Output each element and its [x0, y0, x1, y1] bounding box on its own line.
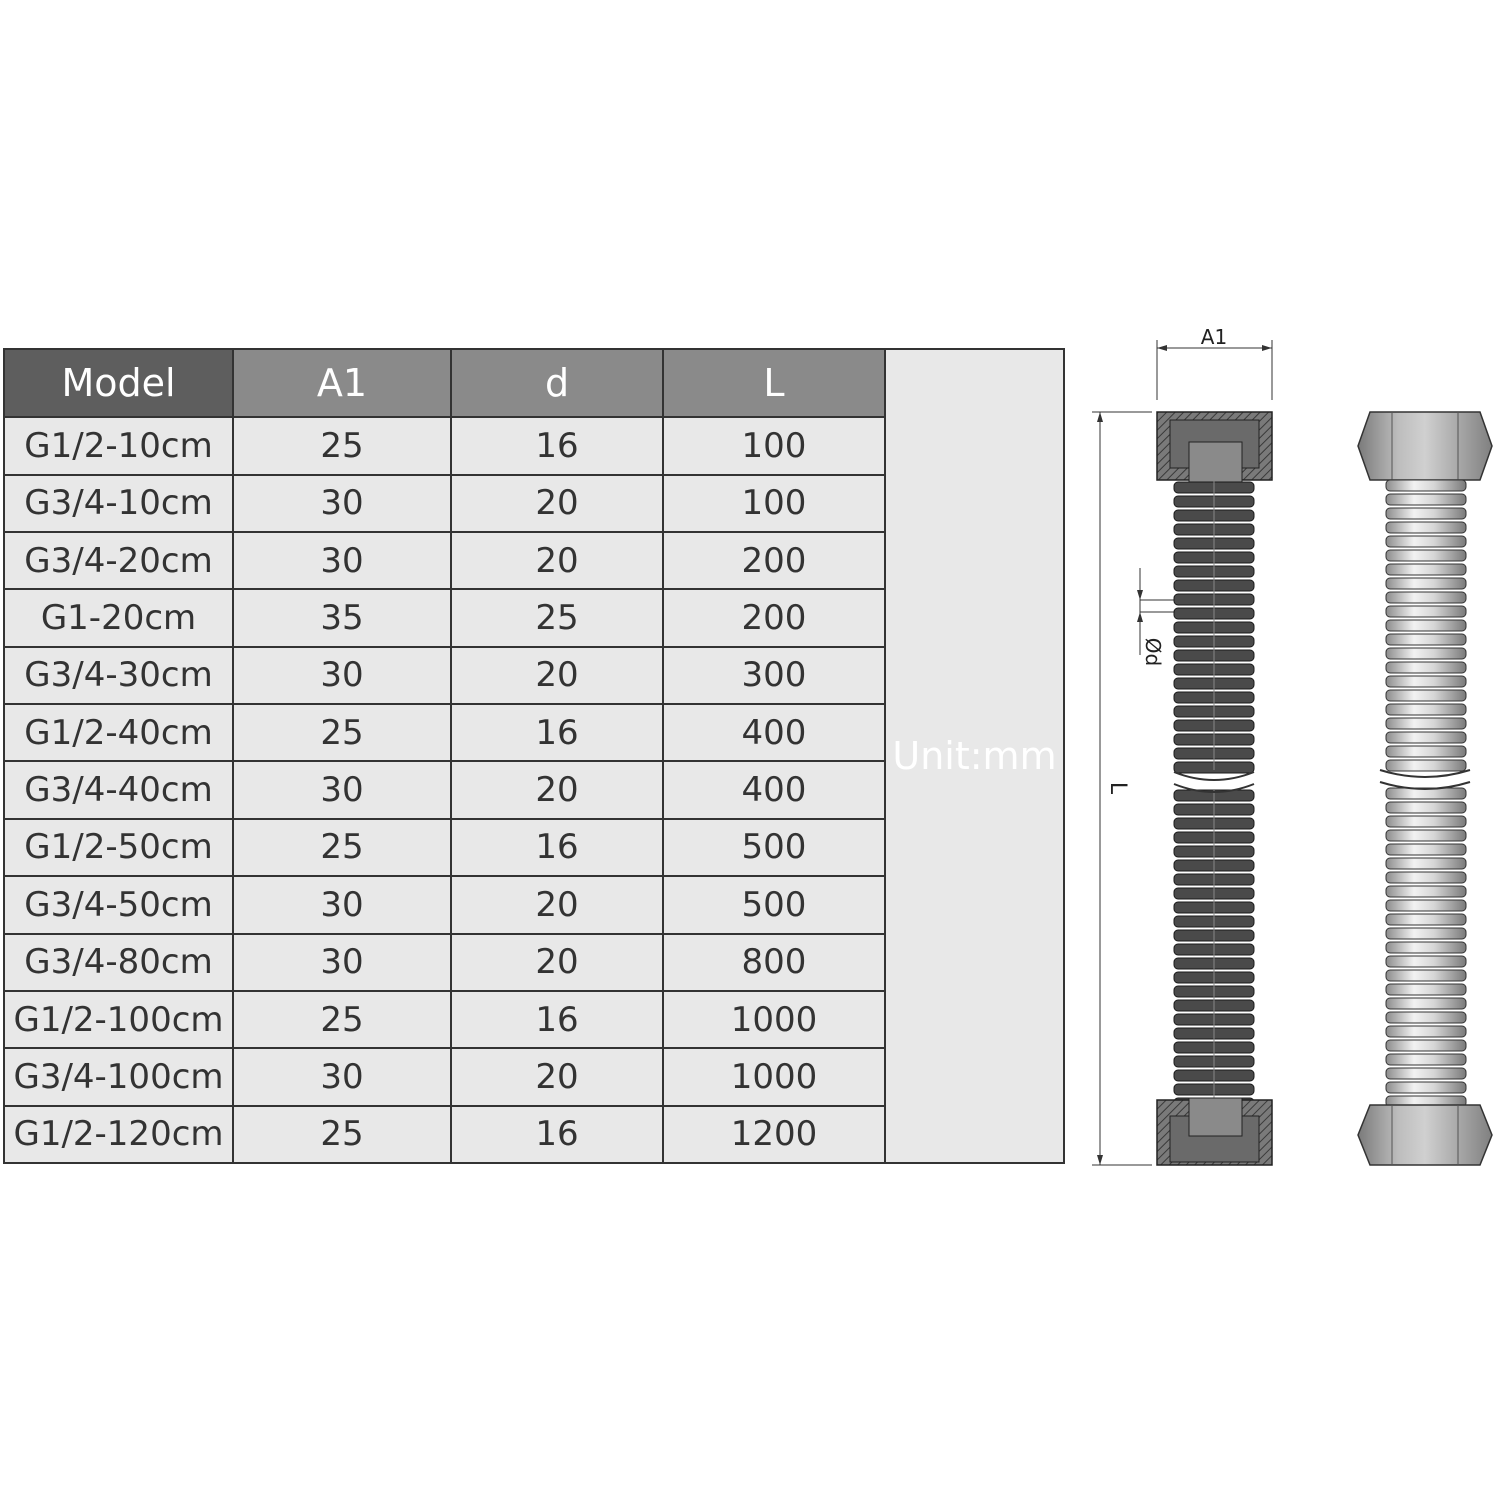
unit-label: Unit:mm [885, 349, 1064, 1163]
corrugation-rib [1386, 928, 1466, 939]
value-cell: 500 [663, 819, 885, 876]
value-cell: 30 [233, 647, 451, 704]
value-cell: 25 [451, 589, 663, 646]
corrugation-rib [1386, 732, 1466, 743]
corrugation-rib [1386, 1026, 1466, 1037]
model-cell: G3/4-20cm [4, 532, 233, 589]
value-cell: 16 [451, 991, 663, 1048]
value-cell: 30 [233, 934, 451, 991]
corrugation-rib [1386, 1054, 1466, 1065]
model-cell: G1/2-120cm [4, 1106, 233, 1163]
value-cell: 16 [451, 417, 663, 474]
value-cell: 1000 [663, 991, 885, 1048]
value-cell: 400 [663, 761, 885, 818]
corrugation-rib [1386, 844, 1466, 855]
corrugation-rib [1386, 718, 1466, 729]
corrugation-rib [1386, 914, 1466, 925]
value-cell: 200 [663, 532, 885, 589]
hose-section-view [1157, 412, 1272, 1165]
corrugation-rib [1386, 886, 1466, 897]
hose-drawing [1080, 320, 1500, 1180]
value-cell: 20 [451, 1048, 663, 1105]
corrugation-rib [1386, 704, 1466, 715]
value-cell: 16 [451, 819, 663, 876]
corrugation-rib [1386, 634, 1466, 645]
value-cell: 20 [451, 475, 663, 532]
hose-external-view [1358, 412, 1492, 1165]
dimension-d-label: Ød [1141, 637, 1165, 667]
corrugation-rib [1386, 900, 1466, 911]
corrugation-rib [1386, 998, 1466, 1009]
value-cell: 30 [233, 876, 451, 933]
value-cell: 400 [663, 704, 885, 761]
value-cell: 1000 [663, 1048, 885, 1105]
corrugation-rib [1386, 1068, 1466, 1079]
model-cell: G3/4-80cm [4, 934, 233, 991]
value-cell: 16 [451, 1106, 663, 1163]
dimension-a1-label: A1 [1200, 325, 1228, 349]
value-cell: 20 [451, 532, 663, 589]
corrugation-rib [1386, 676, 1466, 687]
corrugation-rib [1386, 606, 1466, 617]
value-cell: 30 [233, 1048, 451, 1105]
corrugation-rib [1386, 578, 1466, 589]
value-cell: 25 [233, 991, 451, 1048]
model-cell: G3/4-100cm [4, 1048, 233, 1105]
column-header: Model [4, 349, 233, 417]
value-cell: 100 [663, 417, 885, 474]
column-header: A1 [233, 349, 451, 417]
corrugation-rib [1386, 690, 1466, 701]
value-cell: 25 [233, 704, 451, 761]
corrugation-rib [1386, 1040, 1466, 1051]
column-header: L [663, 349, 885, 417]
corrugation-rib [1386, 970, 1466, 981]
model-cell: G1/2-50cm [4, 819, 233, 876]
section-corrugation-lower [1174, 790, 1254, 1109]
value-cell: 25 [233, 819, 451, 876]
value-cell: 20 [451, 876, 663, 933]
dimension-l-label: L [1105, 781, 1130, 795]
model-cell: G3/4-40cm [4, 761, 233, 818]
value-cell: 25 [233, 417, 451, 474]
model-cell: G3/4-30cm [4, 647, 233, 704]
dimension-d [1137, 568, 1180, 666]
corrugation-rib [1386, 662, 1466, 673]
value-cell: 35 [233, 589, 451, 646]
corrugation-rib [1386, 648, 1466, 659]
corrugation-rib [1386, 494, 1466, 505]
corrugation-rib [1386, 872, 1466, 883]
column-header: d [451, 349, 663, 417]
corrugation-rib [1386, 522, 1466, 533]
value-cell: 20 [451, 934, 663, 991]
dimension-l [1092, 412, 1152, 1165]
table-header-row [4, 349, 1064, 417]
model-cell: G3/4-10cm [4, 475, 233, 532]
value-cell: 30 [233, 532, 451, 589]
corrugation-rib [1386, 1082, 1466, 1093]
value-cell: 16 [451, 704, 663, 761]
corrugation-rib [1386, 620, 1466, 631]
value-cell: 200 [663, 589, 885, 646]
value-cell: 100 [663, 475, 885, 532]
value-cell: 20 [451, 761, 663, 818]
corrugation-rib [1386, 956, 1466, 967]
value-cell: 500 [663, 876, 885, 933]
model-cell: G3/4-50cm [4, 876, 233, 933]
corrugation-rib [1386, 1012, 1466, 1023]
corrugation-rib [1386, 746, 1466, 757]
external-corrugation-upper [1386, 480, 1466, 771]
section-corrugation-upper [1174, 480, 1254, 773]
model-cell: G1/2-100cm [4, 991, 233, 1048]
value-cell: 25 [233, 1106, 451, 1163]
corrugation-rib [1386, 536, 1466, 547]
corrugation-rib [1386, 550, 1466, 561]
external-corrugation-lower [1386, 788, 1466, 1107]
corrugation-rib [1386, 592, 1466, 603]
corrugation-rib [1386, 802, 1466, 813]
model-cell: G1-20cm [4, 589, 233, 646]
corrugation-rib [1386, 830, 1466, 841]
corrugation-rib [1386, 942, 1466, 953]
model-cell: G1/2-10cm [4, 417, 233, 474]
corrugation-rib [1386, 760, 1466, 771]
corrugation-rib [1386, 984, 1466, 995]
corrugation-rib [1386, 508, 1466, 519]
corrugation-rib [1386, 480, 1466, 491]
model-cell: G1/2-40cm [4, 704, 233, 761]
corrugation-rib [1386, 564, 1466, 575]
corrugation-rib [1386, 816, 1466, 827]
value-cell: 800 [663, 934, 885, 991]
value-cell: 20 [451, 647, 663, 704]
dimension-a1 [1157, 325, 1272, 400]
corrugation-rib [1386, 858, 1466, 869]
value-cell: 1200 [663, 1106, 885, 1163]
value-cell: 30 [233, 761, 451, 818]
value-cell: 30 [233, 475, 451, 532]
spec-table [3, 348, 1065, 1164]
value-cell: 300 [663, 647, 885, 704]
